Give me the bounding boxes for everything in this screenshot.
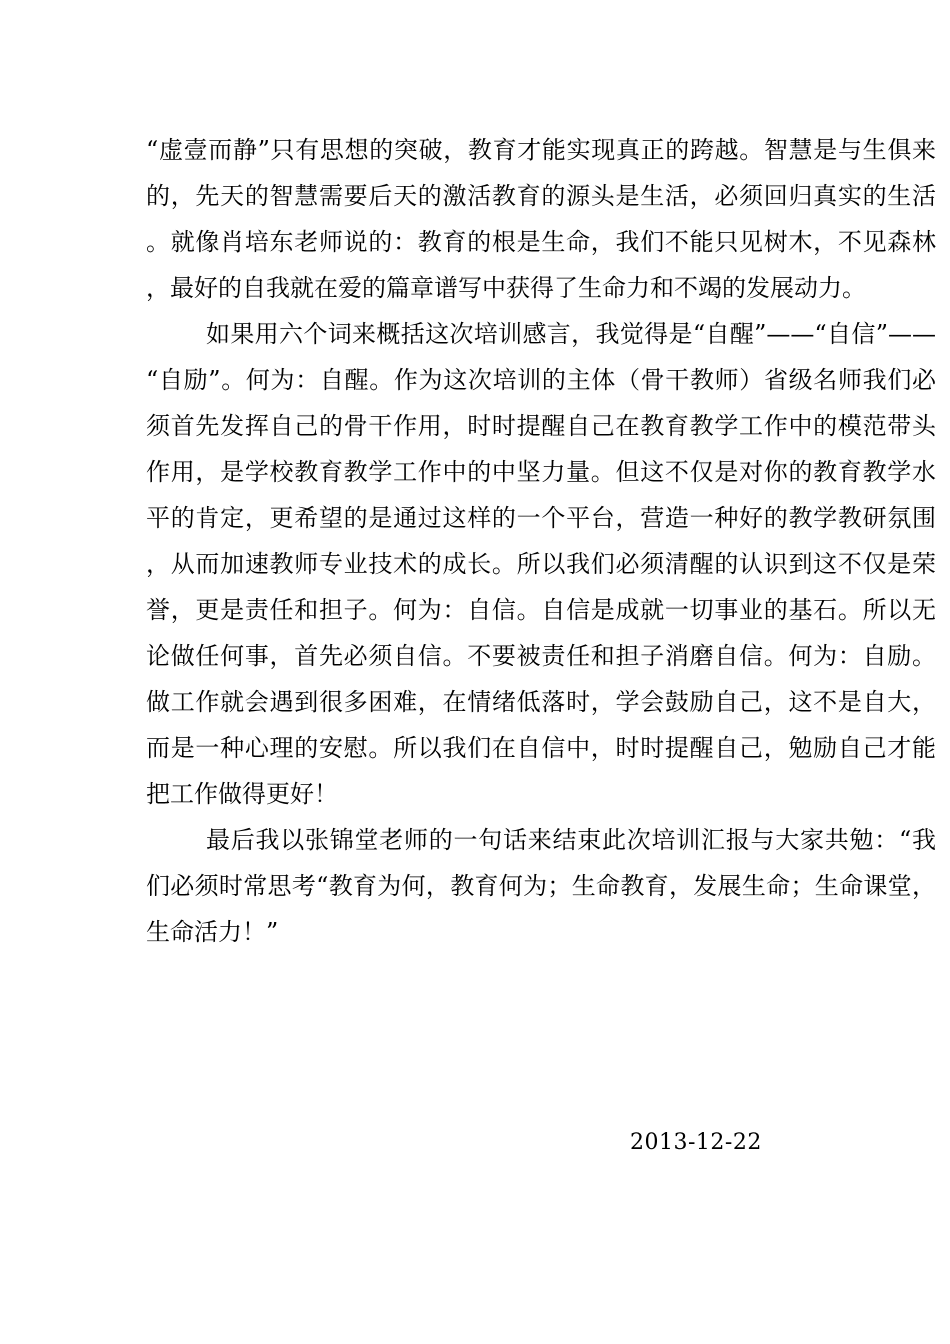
document-body: [146, 127, 936, 955]
document-date: 2013-12-22: [630, 1130, 762, 1155]
paragraph-1: “虚壹而静”只有思想的突破，教育才能实现真正的跨越。智慧是与生俱来的，先天的智慧需要后天的激活教育的源头是生活，必须回归真实的生活。就像肖培东老师说的：教育的根是生命，我们不能只见树木，不见森林，最好的自我就在爱的篇章谱写中获得了生命力和不竭的发展动力。: [146, 136, 936, 302]
paragraph-3: 最后我以张锦堂老师的一句话来结束此次培训汇报与大家共勉：“我们必须时常思考“教育为何，教育何为；生命教育，发展生命；生命课堂，生命活力！”: [146, 826, 936, 946]
paragraph-2: 如果用六个词来概括这次培训感言，我觉得是“自醒”——“自信”——“自励”。何为：自醒。作为这次培训的主体（骨干教师）省级名师我们必须首先发挥自己的骨干作用，时时提醒自己在教育教学工作中的模范带头作用，是学校教育教学工作中的中坚力量。但这不仅是对你的教育教学水平的肯定，更希望的是通过这样的一个平台，营造一种好的教学教研氛围，从而加速教师专业技术的成长。所以我们必须清醒的认识到这不仅是荣誉，更是责任和担子。何为：自信。自信是成就一切事业的基石。所以无论做任何事，首先必须自信。不要被责任和担子消磨自信。何为：自励。做工作就会遇到很多困难，在情绪低落时，学会鼓励自己，这不是自大，而是一种心理的安慰。所以我们在自信中，时时提醒自己，勉励自己才能把工作做得更好！: [146, 320, 936, 808]
